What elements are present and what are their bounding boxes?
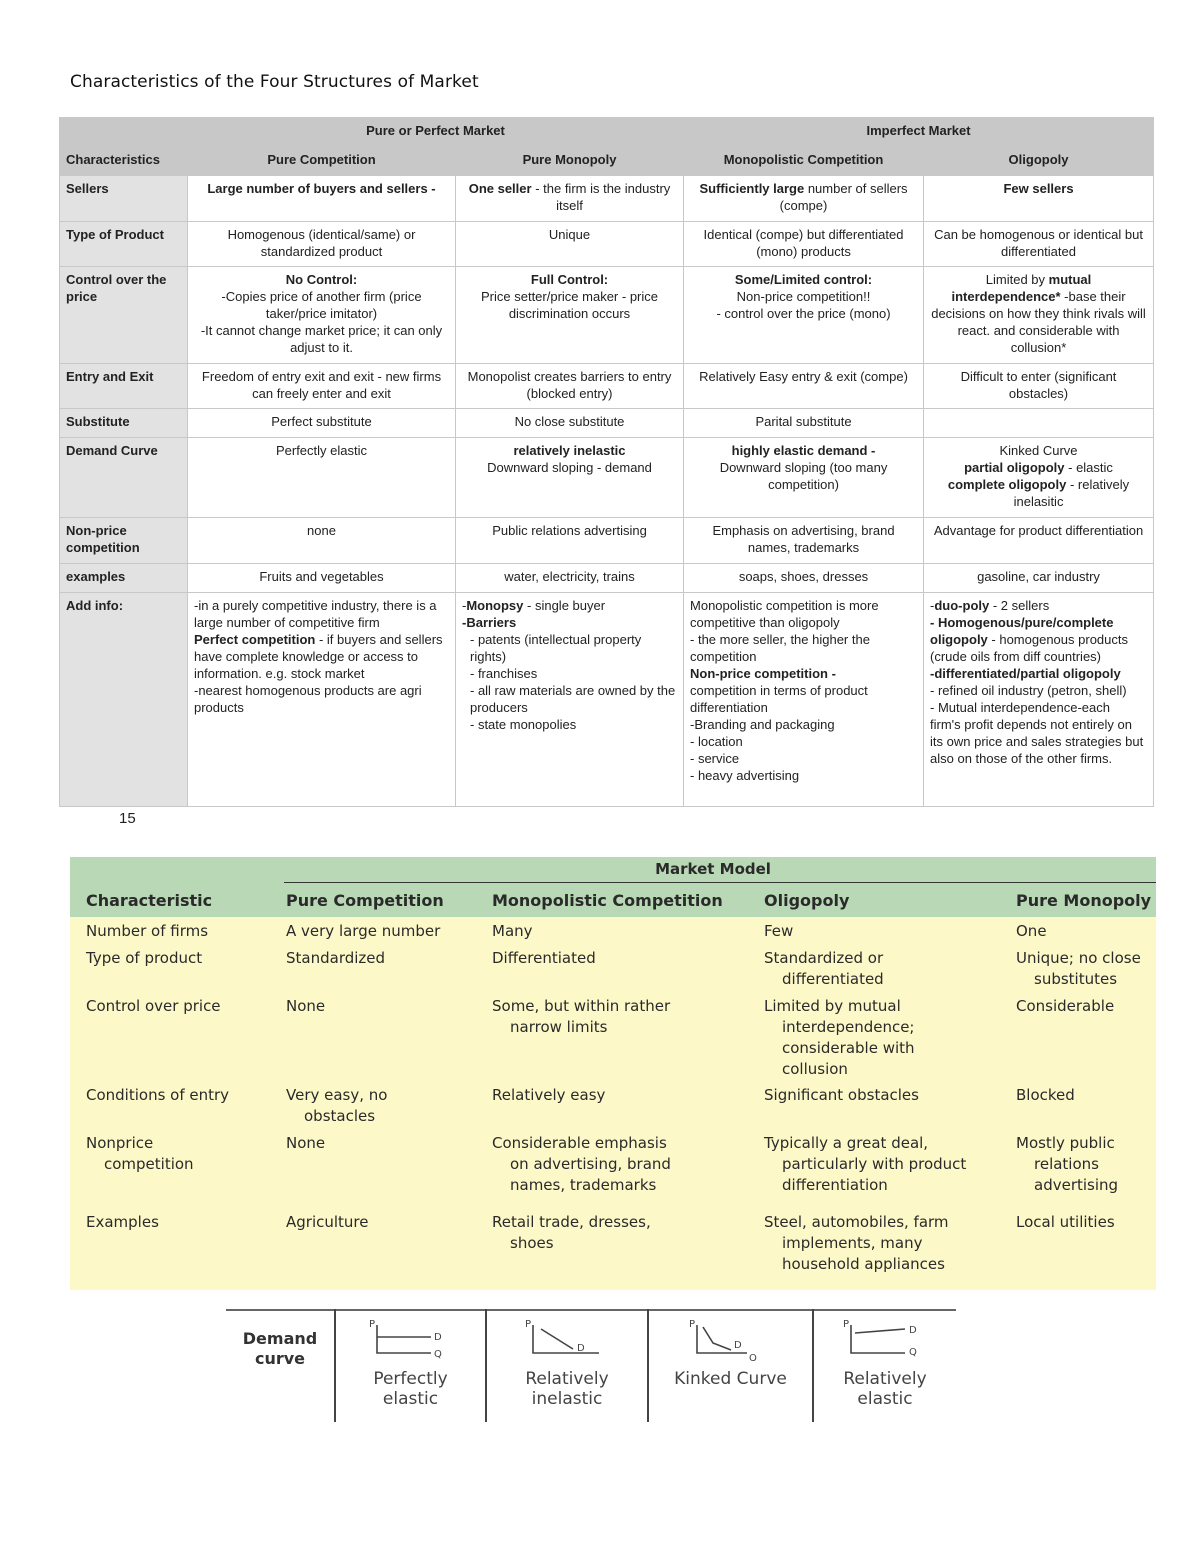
mm-row-label <box>86 948 276 969</box>
cell-text: - the firm is the industry itself <box>531 181 671 213</box>
relatively-inelastic-curve-icon <box>517 1317 617 1361</box>
mm-cell <box>1016 996 1154 1017</box>
mm-cell-line: None <box>286 1134 326 1152</box>
cell-text: - relatively inelasitic <box>1013 477 1130 509</box>
cell-text: - single buyer <box>523 598 606 613</box>
cell-text: Non-price competition - <box>690 666 836 681</box>
mm-cell-line: Differentiated <box>492 949 596 967</box>
cell-text: - homogenous products (crude oils from diff countries) <box>930 632 1128 664</box>
mm-cell-line: Mostly public <box>1016 1134 1115 1152</box>
svg-text:D: D <box>577 1343 585 1354</box>
demand-caption: inelastic <box>531 1389 603 1409</box>
cell-text: Large number of buyers and sellers - <box>207 181 436 196</box>
svg-text:P: P <box>368 1319 375 1330</box>
cell-text: Few sellers <box>1003 181 1074 196</box>
mm-cell <box>1016 1212 1154 1233</box>
cell: Difficult to enter (significant obstacles) <box>924 364 1154 409</box>
col-header-pure-competition: Pure Competition <box>188 147 456 176</box>
demand-cell-relatively-inelastic <box>487 1309 647 1422</box>
cell-text: - all raw materials are owned by the producers <box>470 683 676 715</box>
cell-text: complete oligopoly <box>947 477 1067 492</box>
mm-cell <box>286 1133 486 1154</box>
svg-text:Q: Q <box>748 1353 757 1361</box>
mm-cell-line: Few <box>764 922 794 940</box>
cell <box>456 438 684 518</box>
table-row <box>60 518 1154 564</box>
cell: none <box>188 518 456 564</box>
mm-cell <box>764 948 1014 990</box>
cell-text: Some/Limited control: <box>734 272 873 287</box>
cell: Homogenous (identical/same) or standardized product <box>188 222 456 267</box>
mm-cell-line: Number of firms <box>86 922 209 940</box>
cell-text: -in a purely competitive industry, there is a large number of competitive firm <box>194 598 437 630</box>
cell: Identical (compe) but differentiated (mono) products <box>684 222 924 267</box>
group-header-perfect: Pure or Perfect Market <box>188 118 684 147</box>
mm-cell <box>286 1212 486 1233</box>
cell-text: Non-price competition!! <box>736 289 871 304</box>
demand-cell-kinked <box>649 1309 812 1422</box>
cell-text: Monopsy <box>466 598 524 613</box>
cell <box>456 267 684 364</box>
mm-cell-line: Nonprice <box>86 1134 154 1152</box>
mm-cell-line: Unique; no close <box>1016 949 1141 967</box>
group-header-imperfect: Imperfect Market <box>684 118 1154 147</box>
demand-cell-perfectly-elastic <box>336 1309 485 1422</box>
cell: Unique <box>456 222 684 267</box>
mm-cell-line: Considerable emphasis <box>492 1134 667 1152</box>
table-row <box>60 267 1154 364</box>
cell-text: - refined oil industry (petron, shell) <box>930 683 1127 698</box>
demand-caption: Relatively <box>525 1369 609 1389</box>
demand-curve-strip <box>226 1309 956 1422</box>
cell-text: Downward sloping (too many competition) <box>719 460 888 492</box>
mm-cell-line: Conditions of entry <box>86 1086 230 1104</box>
label-line: curve <box>254 1349 306 1368</box>
market-model-header <box>70 857 1156 917</box>
relatively-elastic-curve-icon <box>835 1317 935 1361</box>
mm-cell-line: interdependence; <box>782 1018 915 1036</box>
cell-text: - Mutual interdependence-each <box>930 700 1110 715</box>
cell <box>684 267 924 364</box>
row-label-substitute: Substitute <box>60 409 188 438</box>
cell: No close substitute <box>456 409 684 438</box>
mm-cell-line: differentiation <box>782 1176 888 1194</box>
cell: Advantage for product differentiation <box>924 518 1154 564</box>
mm-cell-line: considerable with <box>782 1039 915 1057</box>
mm-col-header-characteristic: Characteristic <box>86 891 213 910</box>
cell <box>924 593 1154 807</box>
cell-text: -Barriers <box>462 615 517 630</box>
mm-cell-line: particularly with product <box>782 1155 967 1173</box>
mm-cell <box>764 921 1014 942</box>
cell: Emphasis on advertising, brand names, trademarks <box>684 518 924 564</box>
cell <box>456 176 684 222</box>
mm-cell-line: A very large number <box>286 922 441 940</box>
cell: Public relations advertising <box>456 518 684 564</box>
cell-text: - if buyers and sellers have complete knowledge or access to information. e.g. stock market <box>194 632 443 681</box>
cell <box>188 267 456 364</box>
mm-col-header-oligopoly: Oligopoly <box>764 891 850 910</box>
mm-cell-line: Control over price <box>86 997 221 1015</box>
mm-cell-line: Examples <box>86 1213 159 1231</box>
cell-text: Perfect competition <box>194 632 316 647</box>
cell: soaps, shoes, dresses <box>684 564 924 593</box>
col-header-oligopoly: Oligopoly <box>924 147 1154 176</box>
cell <box>684 438 924 518</box>
row-label-entry: Entry and Exit <box>60 364 188 409</box>
row-label-sellers: Sellers <box>60 176 188 222</box>
mm-cell <box>286 996 486 1017</box>
cell-text: - the more seller, the higher the competition <box>690 632 870 664</box>
cell-text: - patents (intellectual property rights) <box>470 632 642 664</box>
mm-cell <box>764 1085 1014 1106</box>
mm-cell <box>1016 921 1154 942</box>
svg-text:D: D <box>733 1340 742 1351</box>
cell-text: - 2 sellers <box>989 598 1050 613</box>
cell-text: Full Control: <box>530 272 609 287</box>
svg-text:P: P <box>843 1319 850 1330</box>
mm-cell-line: None <box>286 997 326 1015</box>
mm-cell <box>492 1212 758 1254</box>
cell <box>188 176 456 222</box>
mm-cell-line: narrow limits <box>510 1018 608 1036</box>
cell <box>456 593 684 807</box>
mm-row-label <box>86 996 276 1017</box>
cell-text: - heavy advertising <box>690 768 800 783</box>
cell: Can be homogenous or identical but differentiated <box>924 222 1154 267</box>
mm-cell-line: differentiated <box>782 970 884 988</box>
row-label-examples: examples <box>60 564 188 593</box>
table-row <box>60 438 1154 518</box>
mm-cell-line: Limited by mutual <box>764 997 901 1015</box>
col-header-monopolistic: Monopolistic Competition <box>684 147 924 176</box>
cell-text: firm's profit depends not entirely on its own price and sales strategies but also on those of the other firms. <box>930 717 1144 766</box>
mm-cell-line: Type of product <box>86 949 203 967</box>
table-row <box>60 593 1154 807</box>
header-blank <box>60 118 188 147</box>
col-header-characteristics: Characteristics <box>60 147 188 176</box>
perfectly-elastic-curve-icon <box>361 1317 461 1361</box>
mm-cell-line: advertising <box>1034 1176 1119 1194</box>
cell-text: relatively inelastic <box>513 443 626 458</box>
cell-text: -Branding and packaging <box>690 717 835 732</box>
cell-text: highly elastic demand - <box>731 443 876 458</box>
mm-cell-line: substitutes <box>1034 970 1118 988</box>
mm-cell <box>286 948 486 969</box>
cell-text: - control over the price (mono) <box>716 306 891 321</box>
cell-text: - <box>930 598 935 613</box>
row-label-addinfo: Add info: <box>60 593 188 807</box>
mm-cell <box>764 996 1014 1080</box>
header-rule <box>284 882 1156 883</box>
cell-text: Limited by <box>985 272 1049 287</box>
mm-cell-line: on advertising, brand <box>510 1155 671 1173</box>
mm-cell <box>286 1085 486 1127</box>
mm-cell <box>492 996 758 1038</box>
table-row <box>60 222 1154 267</box>
cell-text: number of sellers (compe) <box>779 181 908 213</box>
mm-row-label <box>86 1133 276 1175</box>
cell: Monopolist creates barriers to entry (blocked entry) <box>456 364 684 409</box>
mm-cell-line: Typically a great deal, <box>764 1134 929 1152</box>
mm-cell-line: Some, but within rather <box>492 997 671 1015</box>
cell: gasoline, car industry <box>924 564 1154 593</box>
mm-col-header-monopolistic: Monopolistic Competition <box>492 891 723 910</box>
row-label-nonprice: Non-price competition <box>60 518 188 564</box>
svg-text:P: P <box>688 1319 695 1330</box>
mm-cell <box>492 1085 758 1106</box>
svg-text:D: D <box>909 1325 917 1336</box>
svg-text:Q: Q <box>909 1347 917 1358</box>
demand-caption: Relatively <box>843 1369 927 1389</box>
cell-text: - location <box>690 734 743 749</box>
cell-text: Kinked Curve <box>999 443 1078 458</box>
mm-cell-line: implements, many <box>782 1234 923 1252</box>
col-header-pure-monopoly: Pure Monopoly <box>456 147 684 176</box>
row-label-product: Type of Product <box>60 222 188 267</box>
row-label-control: Control over the price <box>60 267 188 364</box>
cell: Freedom of entry exit and exit - new firms can freely enter and exit <box>188 364 456 409</box>
cell-text: No Control: <box>285 272 358 287</box>
cell-text: -differentiated/partial oligopoly <box>930 666 1121 681</box>
cell-text: -nearest homogenous products are agri products <box>194 683 422 715</box>
mm-row-label <box>86 1212 276 1233</box>
market-model-table <box>70 857 1156 1290</box>
mm-cell-line: Considerable <box>1016 997 1115 1015</box>
mm-cell-line: Standardized <box>286 949 386 967</box>
row-label-demand: Demand Curve <box>60 438 188 518</box>
cell <box>924 176 1154 222</box>
cell-text: - Homogenous/pure/complete oligopoly <box>930 615 1114 647</box>
cell: water, electricity, trains <box>456 564 684 593</box>
kinked-curve-icon <box>681 1317 781 1361</box>
cell: Perfectly elastic <box>188 438 456 518</box>
svg-text:D: D <box>433 1332 442 1343</box>
market-model-title: Market Model <box>655 860 771 878</box>
mm-cell-line: Standardized or <box>764 949 884 967</box>
mm-cell <box>492 921 758 942</box>
demand-caption: elastic <box>382 1389 439 1409</box>
mm-cell <box>492 948 758 969</box>
mm-cell-line: Many <box>492 922 533 940</box>
cell: Fruits and vegetables <box>188 564 456 593</box>
cell: Perfect substitute <box>188 409 456 438</box>
cell-text: partial oligopoly <box>964 460 1065 475</box>
page-number: 15 <box>119 810 136 827</box>
cell: Relatively Easy entry & exit (compe) <box>684 364 924 409</box>
mm-cell <box>286 921 486 942</box>
cell-text: - <box>462 598 467 613</box>
mm-cell-line: competition <box>104 1155 194 1173</box>
cell-text: competition in terms of product differentiation <box>690 683 868 715</box>
table-row <box>60 564 1154 593</box>
demand-cell-relatively-elastic <box>814 1309 956 1422</box>
table-row <box>60 409 1154 438</box>
mm-cell-line: Blocked <box>1016 1086 1075 1104</box>
mm-col-header-pure-monopoly: Pure Monopoly <box>1016 891 1152 910</box>
mm-row-label <box>86 921 276 942</box>
cell-text: One seller <box>468 181 532 196</box>
mm-cell <box>764 1133 1014 1196</box>
cell <box>684 593 924 807</box>
svg-text:P: P <box>525 1319 532 1330</box>
cell <box>924 267 1154 364</box>
cell-text: -base their decisions on how they think rivals will react. and considerable with collusion* <box>931 289 1146 355</box>
mm-cell-line: Relatively easy <box>492 1086 606 1104</box>
mm-cell-line: Steel, automobiles, farm <box>764 1213 949 1231</box>
mm-cell <box>492 1133 758 1196</box>
mm-cell <box>1016 948 1154 990</box>
mm-cell-line: obstacles <box>304 1107 376 1125</box>
mm-cell-line: Retail trade, dresses, <box>492 1213 651 1231</box>
mm-cell <box>764 1212 1014 1275</box>
mm-cell-line: Very easy, no <box>286 1086 388 1104</box>
document-title: Characteristics of the Four Structures of Market <box>70 72 479 92</box>
table-row <box>60 364 1154 409</box>
cell-text: - franchises <box>470 666 538 681</box>
cell <box>684 176 924 222</box>
cell-text: mutual interdependence* <box>951 272 1092 304</box>
cell-text: Sufficiently large <box>699 181 805 196</box>
demand-caption: Kinked Curve <box>674 1369 787 1389</box>
mm-cell <box>1016 1133 1154 1196</box>
cell-text: - state monopolies <box>470 717 577 732</box>
mm-row-label <box>86 1085 276 1106</box>
mm-cell-line: collusion <box>782 1060 848 1078</box>
mm-cell-line: Significant obstacles <box>764 1086 919 1104</box>
cell-text: - elastic <box>1064 460 1113 475</box>
cell-text: - service <box>690 751 740 766</box>
mm-cell-line: household appliances <box>782 1255 945 1273</box>
mm-cell-line: relations <box>1034 1155 1099 1173</box>
table-row <box>60 176 1154 222</box>
mm-col-header-pure-competition: Pure Competition <box>286 891 444 910</box>
mm-cell <box>1016 1085 1154 1106</box>
mm-cell-line: Local utilities <box>1016 1213 1115 1231</box>
market-structures-table <box>59 117 1154 807</box>
demand-caption: elastic <box>857 1389 913 1409</box>
cell-text: -It cannot change market price; it can only adjust to it. <box>200 323 443 355</box>
demand-caption: Perfectly <box>373 1369 448 1389</box>
cell-text: Downward sloping - demand <box>487 460 652 475</box>
cell-text: duo-poly <box>934 598 990 613</box>
mm-cell-line: Agriculture <box>286 1213 369 1231</box>
label-line: Demand <box>242 1329 318 1348</box>
demand-curve-label <box>226 1329 334 1369</box>
cell: Parital substitute <box>684 409 924 438</box>
cell <box>924 409 1154 438</box>
mm-cell-line: shoes <box>510 1234 554 1252</box>
mm-cell-line: names, trademarks <box>510 1176 657 1194</box>
cell-text: Monopolistic competition is more competitive than oligopoly <box>690 598 879 630</box>
cell-text: Price setter/price maker - price discrimination occurs <box>481 289 658 321</box>
cell-text: -Copies price of another firm (price taker/price imitator) <box>221 289 422 321</box>
mm-cell-line: One <box>1016 922 1047 940</box>
svg-text:Q: Q <box>433 1349 442 1360</box>
cell <box>924 438 1154 518</box>
cell <box>188 593 456 807</box>
